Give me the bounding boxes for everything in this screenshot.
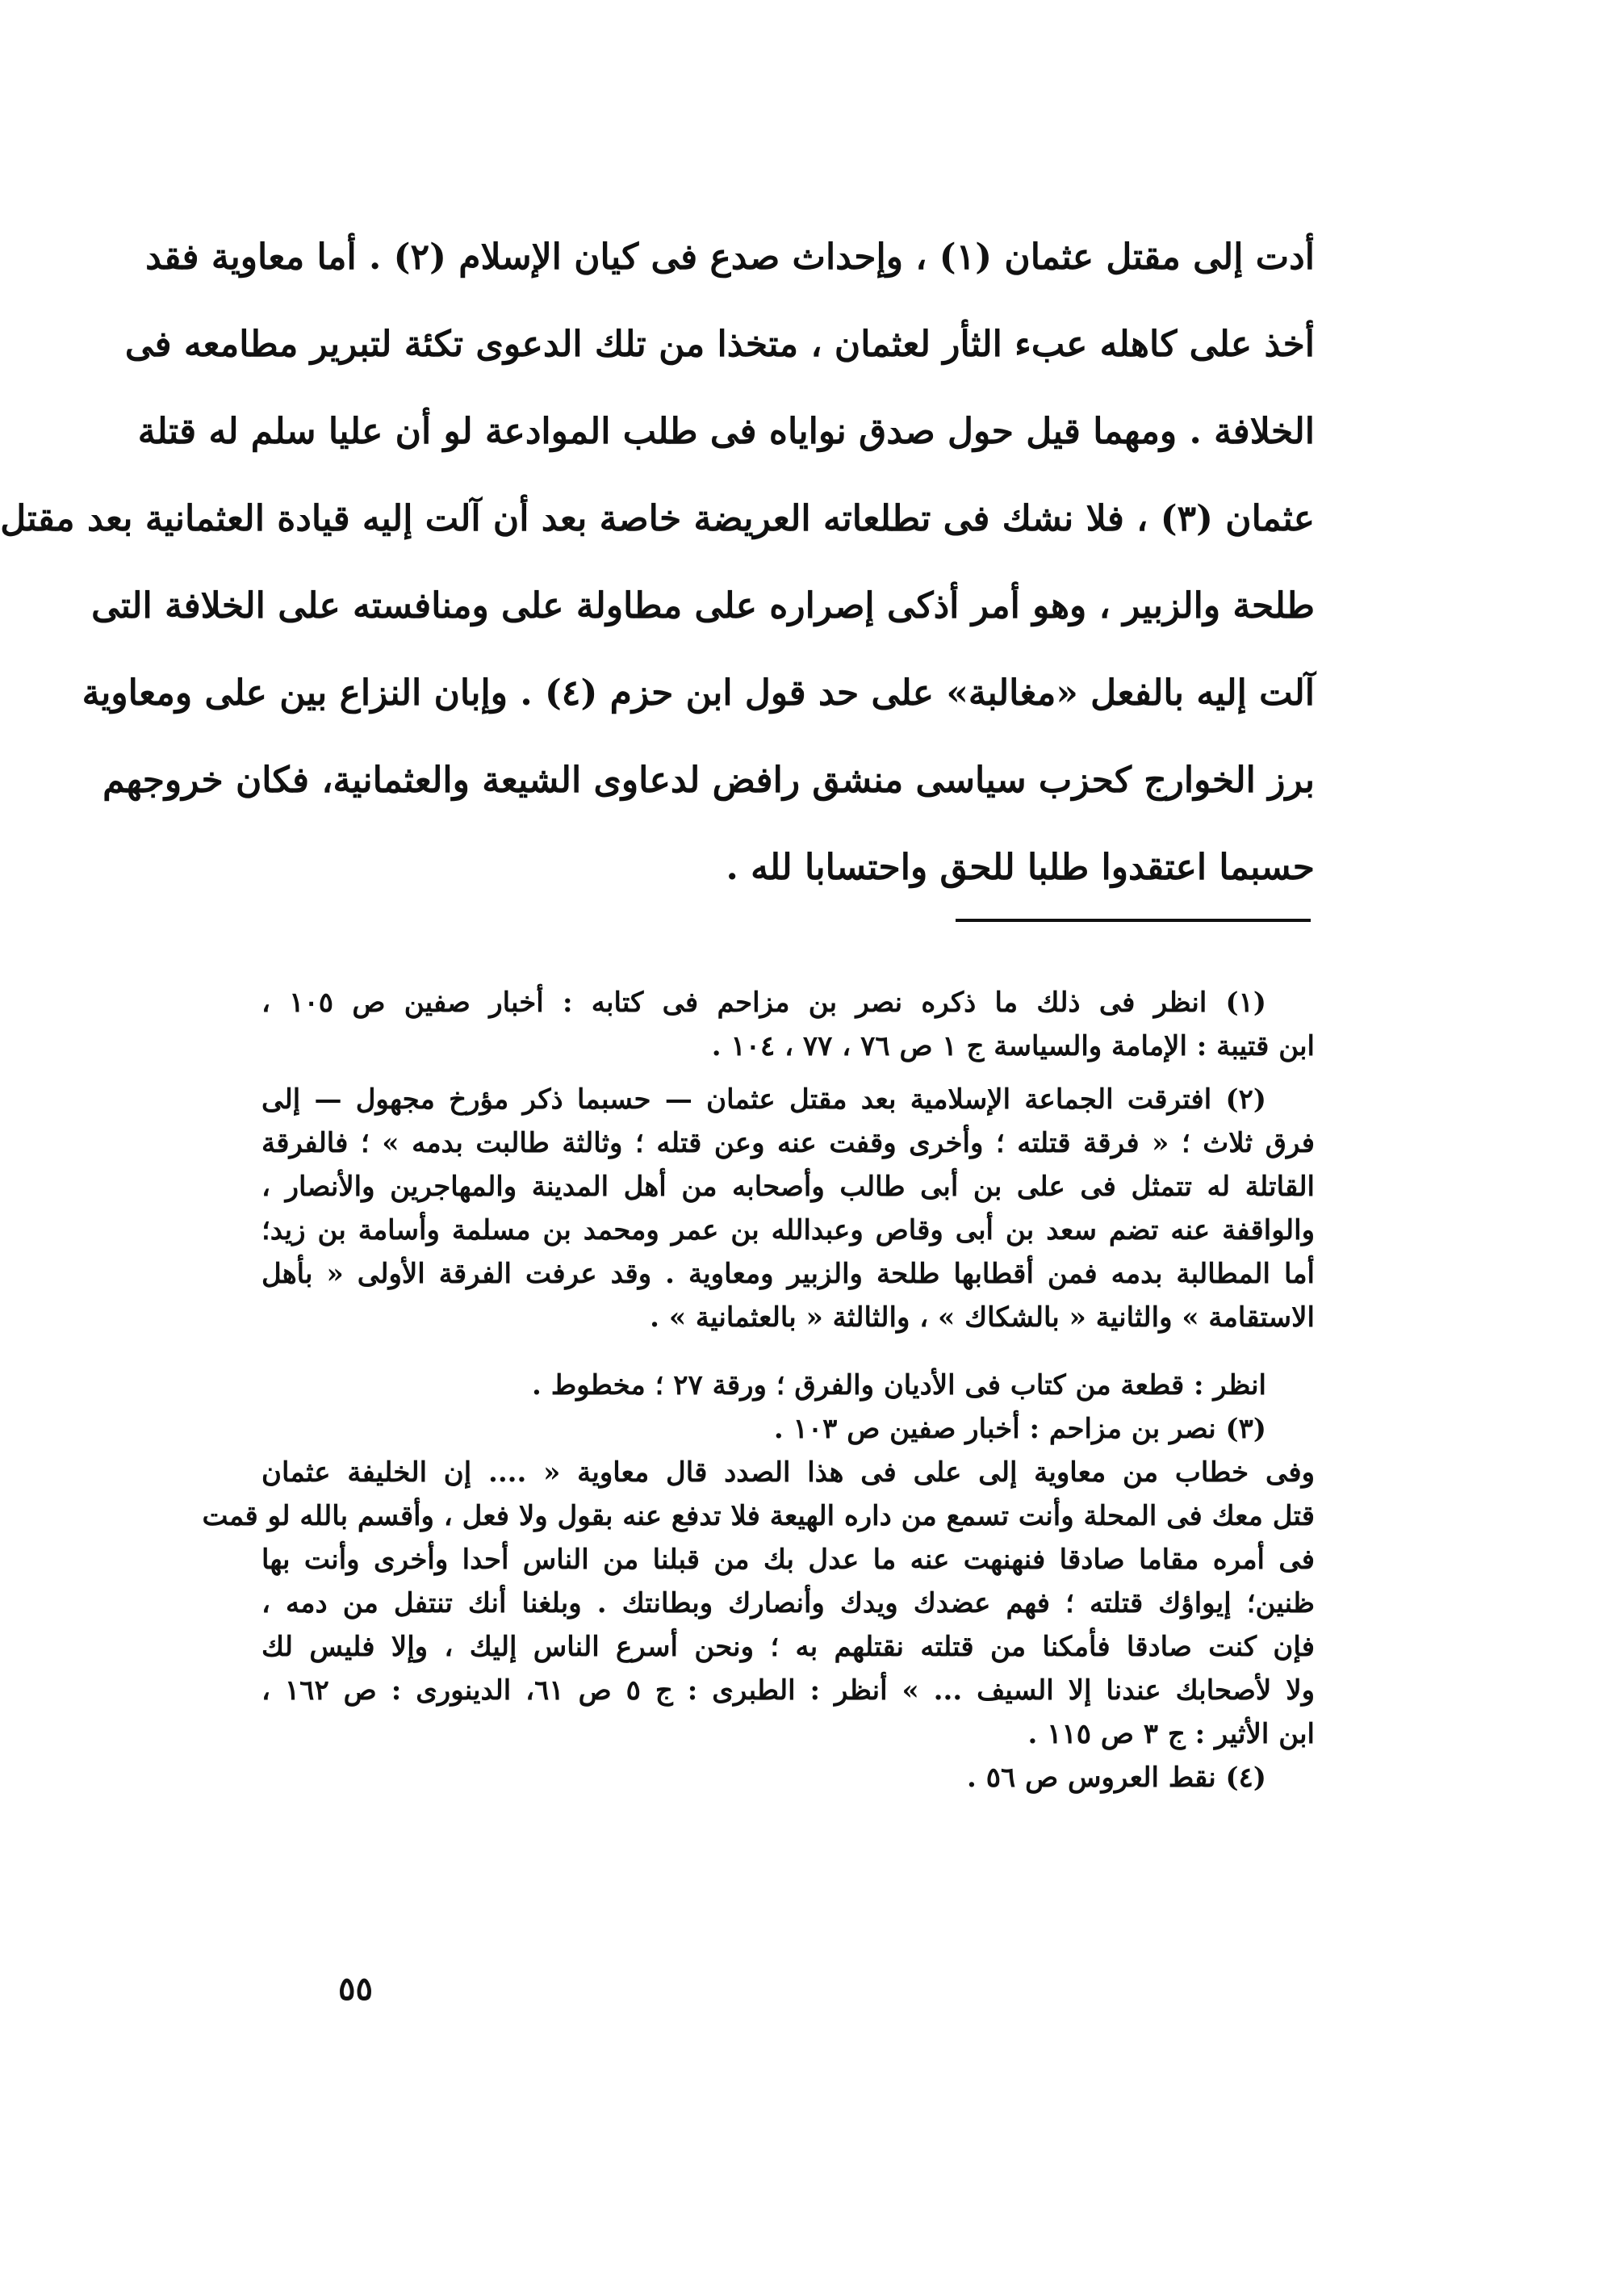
body-line: آلت إليه بالفعل «مغالبة» على حد قول ابن حزم (٤) . وإبان النزاع بين على ومعاوية [82, 672, 1315, 714]
body-line: برز الخوارج كحزب سياسى منشق رافض لدعاوى الشيعة والعثمانية، فكان خروجهم [102, 760, 1315, 801]
footnote-2 [261, 1078, 1315, 1339]
page-number: ٥٥ [338, 1970, 373, 2008]
footnote-line: فإن كنت صادقا فأمكنا من قتلته نقتلهم به ؛ ونحن أسرع الناس إليك ، وإلا فليس لك [261, 1631, 1315, 1663]
footnote-line: ظنين؛ إيواؤك قتلته ؛ فهم عضدك ويدك وأنصارك وبطانتك . وبلغنا أنك تنتفل من دمه ، [261, 1587, 1315, 1619]
body-line: حسبما اعتقدوا طلبا للحق واحتسابا لله . [726, 847, 1315, 888]
body-line: طلحة والزبير ، وهو أمر أذكى إصراره على مطاولة على ومنافسته على الخلافة التى [91, 585, 1315, 626]
footnote-line: ابن قتيبة : الإمامة والسياسة ج ١ ص ٧٦ ، ٧٧ ، ١٠٤ . [711, 1030, 1315, 1062]
footnote-line: قتل معك فى المحلة وأنت تسمع من داره الهيعة فلا تدفع عنه بقول ولا فعل ، وأقسم بالله لو قمت [202, 1500, 1315, 1532]
footnote-line: القاتلة له تتمثل فى على بن أبى طالب وأصحابه من أهل المدينة والمهاجرين والأنصار ، [261, 1171, 1315, 1203]
footnote-3 [202, 1407, 1316, 1756]
footnote-line: ابن الأثير : ج ٣ ص ١١٥ . [1027, 1718, 1315, 1750]
body-line: الخلافة . ومهما قيل حول صدق نواياه فى طلب الموادعة لو أن عليا سلم له قتلة [137, 411, 1315, 452]
footnote-line: والواقفة عنه تضم سعد بن أبى وقاص وعبدالله بن عمر ومحمد بن مسلمة وأسامة بن زيد؛ [261, 1214, 1315, 1246]
footnote-line: فى أمره مقاما صادقا فنهنهت عنه ما عدل بك من قبلنا من الناس أحدا وأخرى وأنت بها [261, 1544, 1315, 1576]
body-text [0, 214, 1315, 911]
footnote-line: (٢) افترقت الجماعة الإسلامية بعد مقتل عثمان — حسبما ذكر مؤرخ مجهول — إلى [261, 1083, 1266, 1116]
footnotes [202, 981, 1316, 1800]
footnote-line: الاستقامة » والثانية « بالشكاك » ، والثالثة « بالعثمانية » . [650, 1301, 1315, 1334]
footnote-line: (١) انظر فى ذلك ما ذكره نصر بن مزاحم فى كتابه : أخبار صفين ص ١٠٥ ، [261, 987, 1266, 1019]
body-line: أخذ على كاهله عبء الثأر لعثمان ، متخذا من تلك الدعوى تكئة لتبرير مطامعه فى [124, 324, 1315, 365]
body-line: عثمان (٣) ، فلا نشك فى تطلعاته العريضة خاصة بعد أن آلت إليه قيادة العثمانية بعد مقتل [0, 498, 1315, 539]
body-line: أدت إلى مقتل عثمان (١) ، وإحداث صدع فى كيان الإسلام (٢) . أما معاوية فقد [145, 237, 1315, 278]
footnote-line: (٣) نصر بن مزاحم : أخبار صفين ص ١٠٣ . [773, 1413, 1266, 1445]
footnote-line: ولا لأصحابك عندنا إلا السيف ... » أنظر : الطبرى : ج ٥ ص ٦١، الدينورى : ص ١٦٢ ، [261, 1674, 1316, 1707]
footnote-1 [261, 981, 1315, 1068]
footnote-separator [956, 919, 1311, 922]
footnote-4: (٤) نقط العروس ص ٥٦ . [967, 1762, 1266, 1794]
footnote-line: فرق ثلاث ؛ « فرقة قتلته ؛ وأخرى وقفت عنه وعن قتله ؛ وثالثة طالبت بدمه » ؛ فالفرقة [261, 1127, 1315, 1159]
footnote-line: وفى خطاب من معاوية إلى على فى هذا الصدد قال معاوية « .... إن الخليفة عثمان [261, 1456, 1315, 1489]
footnote-reference: انظر : قطعة من كتاب فى الأديان والفرق ؛ ورقة ٢٧ ؛ مخطوط . [532, 1369, 1266, 1401]
footnote-line: أما المطالبة بدمه فمن أقطابها طلحة والزبير ومعاوية . وقد عرفت الفرقة الأولى « بأهل [261, 1258, 1315, 1290]
